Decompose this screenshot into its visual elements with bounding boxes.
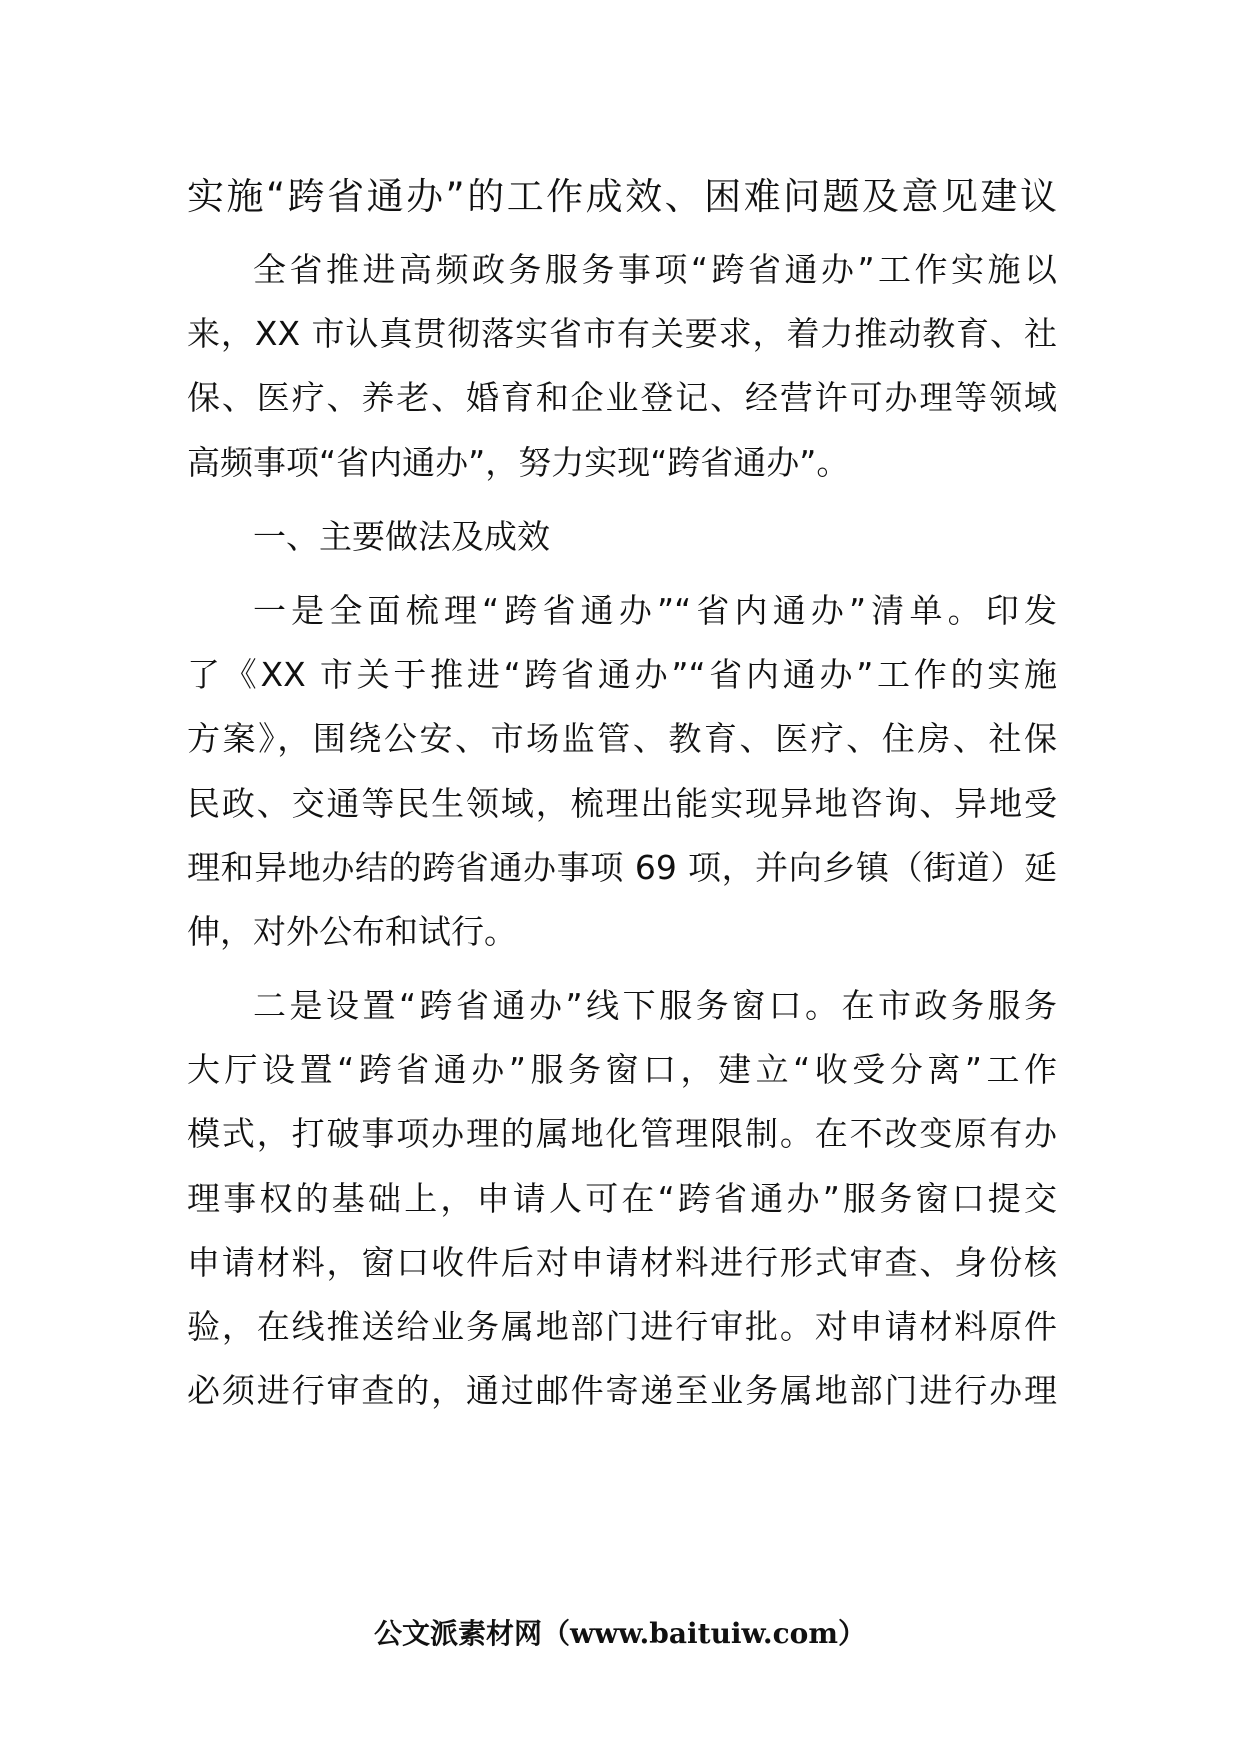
text-line: 理和异地办结的跨省通办事项 69 项，并向乡镇（街道）延 (187, 847, 1057, 887)
document-page (187, 168, 1057, 1423)
paragraph-1 (187, 579, 1057, 964)
text-line: 必须进行审查的，通过邮件寄递至业务属地部门进行办理 (187, 1371, 1057, 1411)
section-heading: 一、主要做法及成效 (253, 516, 550, 556)
text-line: 全省推进高频政务服务事项“跨省通办”工作实施以 (253, 250, 1057, 289)
text-line: 理事权的基础上，申请人可在“跨省通办”服务窗口提交 (187, 1178, 1057, 1218)
text-line: 二是设置“跨省通办”线下服务窗口。在市政务服务 (253, 986, 1057, 1026)
text-line: 来，XX 市认真贯彻落实省市有关要求，着力推动教育、社 (187, 314, 1057, 354)
document-title: 实施“跨省通办”的工作成效、困难问题及意见建议 (187, 175, 1057, 218)
intro-paragraph (187, 238, 1057, 495)
text-line: 一是全面梳理“跨省通办”“省内通办”清单。印发 (253, 590, 1057, 630)
text-line: 保、医疗、养老、婚育和企业登记、经营许可办理等领域 (187, 378, 1057, 418)
text-line: 大厅设置“跨省通办”服务窗口，建立“收受分离”工作 (187, 1050, 1057, 1090)
text-line: 高频事项“省内通办”，努力实现“跨省通办”。 (187, 442, 850, 482)
text-line: 模式，打破事项办理的属地化管理限制。在不改变原有办 (187, 1114, 1057, 1154)
paragraph-2 (187, 974, 1057, 1423)
text-line: 申请材料，窗口收件后对申请材料进行形式审查、身份核 (187, 1242, 1057, 1282)
text-line: 伸，对外公布和试行。 (187, 911, 517, 951)
text-line: 方案》，围绕公安、市场监管、教育、医疗、住房、社保 (187, 719, 1057, 759)
text-line: 了《XX 市关于推进“跨省通办”“省内通办”工作的实施 (187, 655, 1057, 695)
footer-watermark: 公文派素材网（www.baituiw.com） (374, 1617, 866, 1650)
text-line: 民政、交通等民生领域，梳理出能实现异地咨询、异地受 (187, 783, 1057, 823)
text-line: 验，在线推送给业务属地部门进行审批。对申请材料原件 (187, 1307, 1057, 1346)
